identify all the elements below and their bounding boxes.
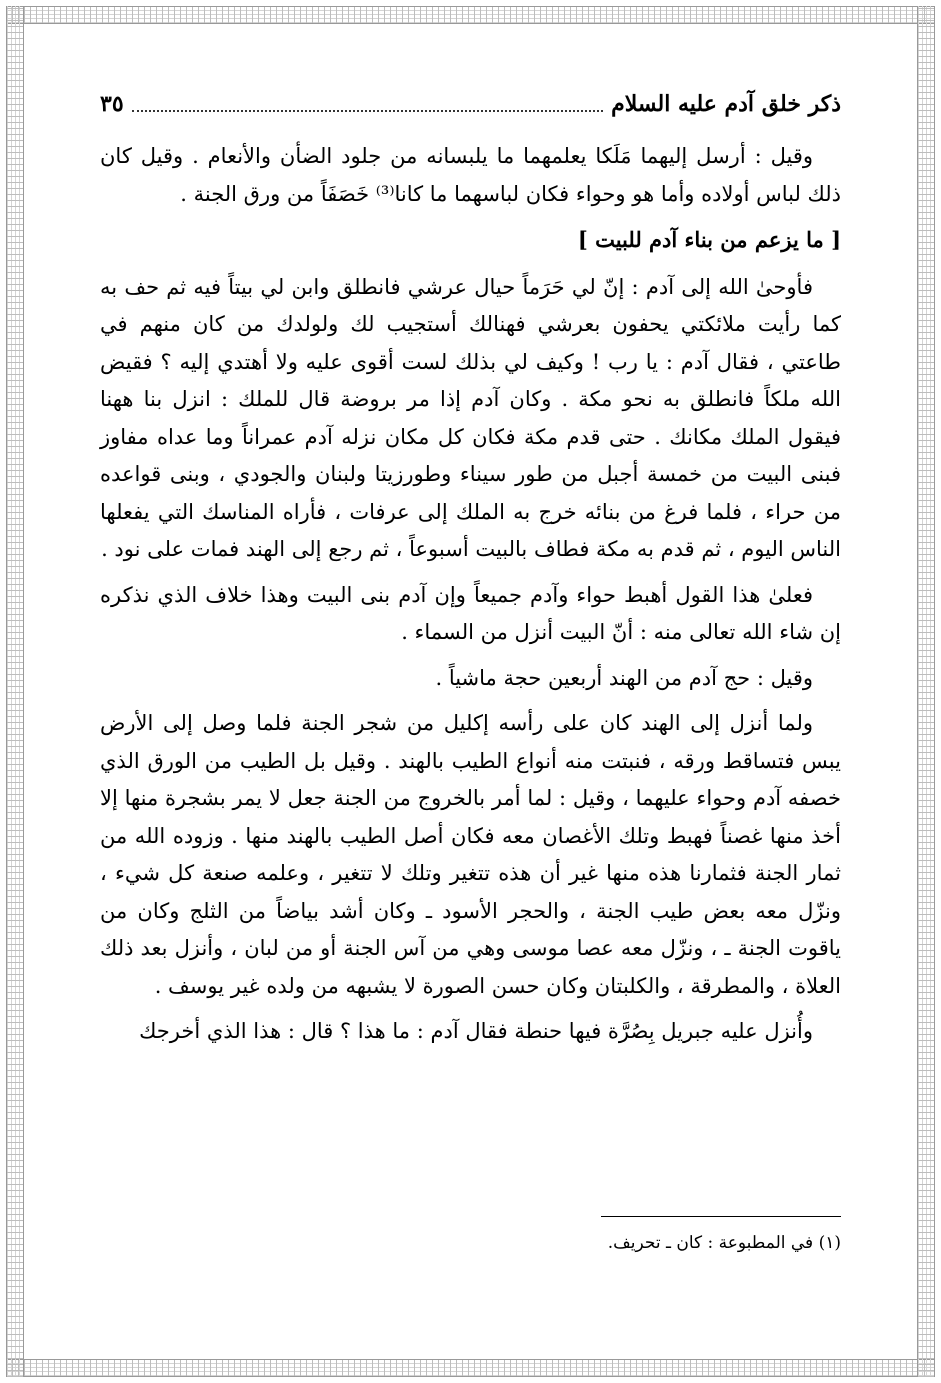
- footnote-separator: [601, 1216, 841, 1217]
- paragraph-5: ولما أنزل إلى الهند كان على رأسه إكليل من شجر الجنة فلما وصل إلى الأرض يبس فتساقط ورقه ، فنبتت منه أنواع الطيب بالهند . وقيل بل الطيب من الورق الذي خصفه آدم وحواء عليهما ، وقيل : لما أمر بالخروج من الجنة جعل لا يمر بشجرة منها إلا أخذ منها غصناً فهبط وتلك الأغصان معه فكان أصل الطيب بالهند منها . وزوده الله من ثمار الجنة فثمارنا هذه منها غير أن هذه تتغير وتلك لا تتغير ، وعلمه صنعة كل شيء ، ونزّل معه بعض طيب الجنة ، والحجر الأسود ـ وكان أشد بياضاً من الثلج وكان من ياقوت الجنة ـ ، ونزّل معه عصا موسى وهي من آس الجنة أو من لبان ، وأنزل بعد ذلك العلاة ، والمطرقة ، والكلبتان وكان حسن الصورة لا يشبهه من ولده غير يوسف .: [100, 711, 841, 998]
- main-text: [100, 138, 841, 1059]
- ornamental-border-bottom: [6, 1359, 935, 1377]
- page-number: ٣٥: [100, 91, 124, 117]
- ornamental-border-left: [6, 6, 24, 1377]
- paragraph-4: وقيل : حج آدم من الهند أربعين حجة ماشياً .: [435, 665, 813, 690]
- header-leader-dots: [132, 96, 604, 112]
- paragraph-3: فعلىٰ هذا القول أهبط حواء وآدم جميعاً وإن آدم بنى البيت وهذا خلاف الذي نذكره إن شاء الله تعالى منه : أنّ البيت أنزل من السماء .: [100, 582, 841, 644]
- paragraph-2: فأوحىٰ الله إلى آدم : إنّ لي حَرَماً حيال عرشي فانطلق وابن لي بيتاً فيه ثم حف به كما رأيت ملائكتي يحفون بعرشي فهنالك أستجيب لك ولولدك من كان منهم في طاعتي ، فقال آدم : يا رب ! وكيف لي بذلك لست أقوى عليه ولا أهتدي إليه ؟ فقيض الله ملكاً فانطلق به نحو مكة . وكان آدم إذا مر بروضة قال للملك : انزل بنا ههنا فيقول الملك مكانك . حتى قدم مكة فكان كل مكان نزله آدم عمراناً وما عداه مفاوز فبنى البيت من خمسة أجبل من طور سيناء وطورزيتا ولبنان والجودي ، وبنى قواعده من حراء ، فلما فرغ من بنائه خرج به الملك إلى عرفات ، فأراه المناسك التي يفعلها الناس اليوم ، ثم قدم به مكة فطاف بالبيت أسبوعاً ، ثم رجع إلى الهند فمات على نود .: [100, 274, 841, 561]
- paragraph-6: وأُنزل عليه جبريل بِصُرَّة فيها حنطة فقال آدم : ما هذا ؟ قال : هذا الذي أخرجك: [139, 1019, 813, 1043]
- page-header: [100, 86, 841, 122]
- footnote: (١) في المطبوعة : كان ـ تحريف.: [607, 1233, 841, 1253]
- ornamental-border-right: [917, 6, 935, 1377]
- section-heading: [ ما يزعم من بناء آدم للبيت ]: [577, 227, 841, 252]
- running-title: ذكر خلق آدم عليه السلام: [611, 91, 841, 117]
- paragraph-1: وقيل : أرسل إليهما مَلَكا يعلمهما ما يلبسانه من جلود الضأن والأنعام . وقيل كان ذلك لباس أولاده وأما هو وحواء فكان لباسهما ما كانا⁽³⁾ خَصَفَاً من ورق الجنة .: [100, 144, 841, 206]
- ornamental-border-top: [6, 6, 935, 24]
